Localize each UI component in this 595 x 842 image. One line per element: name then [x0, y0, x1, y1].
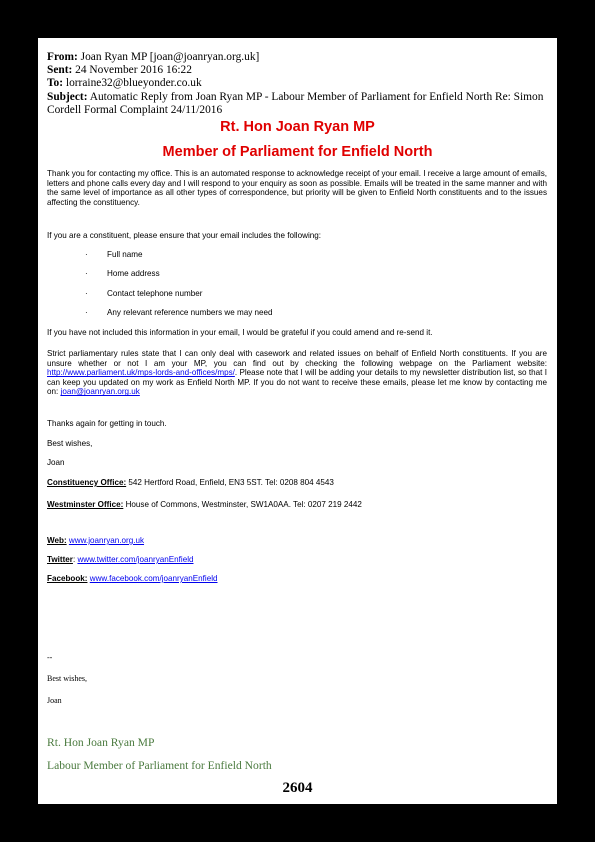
- sent-line: [47, 64, 552, 77]
- constituency-label: Constituency Office:: [47, 478, 127, 487]
- from-line: [47, 51, 552, 64]
- document-page: [38, 38, 557, 804]
- rules-text-b: . Please note that I will be adding your details to my newsletter distribution list, so that I can keep you updated on my work as Enfield North MP. If you do not want to receive these emails, please let me know by contacting me on:: [47, 368, 547, 397]
- bullet-text: Contact telephone number: [107, 289, 203, 298]
- twitter-separator: :: [72, 555, 76, 564]
- bullet-text: Any relevant reference numbers we may need: [107, 308, 273, 317]
- signoff-name: Joan: [47, 458, 65, 467]
- parliament-link[interactable]: http://www.parliament.uk/mps-lords-and-offices/mps/: [47, 368, 235, 378]
- banner-subtitle: Member of Parliament for Enfield North: [162, 144, 433, 160]
- signature-title: Rt. Hon Joan Ryan MP: [47, 736, 155, 749]
- twitter-link[interactable]: www.twitter.com/joanryanEnfield: [77, 555, 194, 564]
- signature-name: Joan: [47, 696, 62, 705]
- bullet-dot: ·: [85, 289, 88, 298]
- banner-title: Rt. Hon Joan Ryan MP: [220, 119, 375, 135]
- facebook-link[interactable]: www.facebook.com/joanryanEnfield: [89, 574, 218, 583]
- to-line: [47, 77, 552, 90]
- web-line: [47, 536, 547, 546]
- signature-best-wishes: Best wishes,: [47, 674, 87, 683]
- from-value: Joan Ryan MP [joan@joanryan.org.uk]: [80, 51, 260, 63]
- facebook-line: [47, 574, 547, 584]
- sent-label: Sent:: [47, 64, 73, 77]
- constituency-value: 542 Hertford Road, Enfield, EN3 5ST. Tel: 0208 804 4543: [128, 478, 334, 487]
- twitter-line: [47, 555, 547, 565]
- bullet-text: Home address: [107, 269, 160, 278]
- to-label: To:: [47, 77, 64, 90]
- twitter-label: Twitter: [47, 555, 73, 564]
- subject-line: [47, 91, 552, 117]
- web-label: Web:: [47, 536, 67, 545]
- contact-email-link[interactable]: joan@joanryan.org.uk: [60, 387, 140, 397]
- web-link[interactable]: www.joanryan.org.uk: [68, 536, 145, 545]
- signature-role: Labour Member of Parliament for Enfield North: [47, 759, 272, 772]
- bullet-dot: ·: [85, 250, 88, 259]
- bullet-dot: ·: [85, 308, 88, 317]
- email-header: [47, 51, 552, 117]
- westminster-label: Westminster Office:: [47, 500, 124, 509]
- subject-value: Automatic Reply from Joan Ryan MP - Labour Member of Parliament for Enfield North Re: Simon Cordell Formal Complaint 24/11/2016: [47, 90, 544, 116]
- constituency-office: [47, 478, 547, 488]
- westminster-office: [47, 500, 547, 510]
- bullet-dot: ·: [85, 269, 88, 278]
- westminster-value: House of Commons, Westminster, SW1A0AA. Tel: 0207 219 2442: [125, 500, 362, 509]
- page-number: 2604: [282, 780, 313, 796]
- best-wishes-text: Best wishes,: [47, 439, 93, 448]
- from-label: From:: [47, 51, 78, 63]
- intro-paragraph: Thank you for contacting my office. This is an automated response to acknowledge receipt of your email. I receive a large amount of emails, letters and phone calls every day and I will respond to your enquiry as soon as possible. Emails will be treated in the same manner and with the same level of importance as all other types of correspondence, but priority will be given to Enfield North constituents and to the issues affecting the constituency.: [47, 169, 547, 207]
- to-value: lorraine32@blueyonder.co.uk: [65, 77, 202, 90]
- thanks-text: Thanks again for getting in touch.: [47, 419, 167, 428]
- subject-label: Subject:: [47, 90, 88, 103]
- rules-paragraph: [47, 349, 547, 397]
- rules-text-a: Strict parliamentary rules state that I can only deal with casework and related issues on behalf of Enfield North constituents. If you are unsure whether or not I am your MP, you can find out by checking the following webpage on the Parliament website:: [47, 349, 547, 368]
- constituent-paragraph: If you are a constituent, please ensure that your email includes the following:: [47, 231, 321, 240]
- resend-paragraph: If you have not included this information in your email, I would be grateful if you could amend and re-send it.: [47, 328, 433, 337]
- signature-dashes: --: [47, 653, 53, 662]
- bullet-text: Full name: [107, 250, 143, 259]
- facebook-label: Facebook:: [47, 574, 88, 583]
- sent-value: 24 November 2016 16:22: [75, 64, 192, 77]
